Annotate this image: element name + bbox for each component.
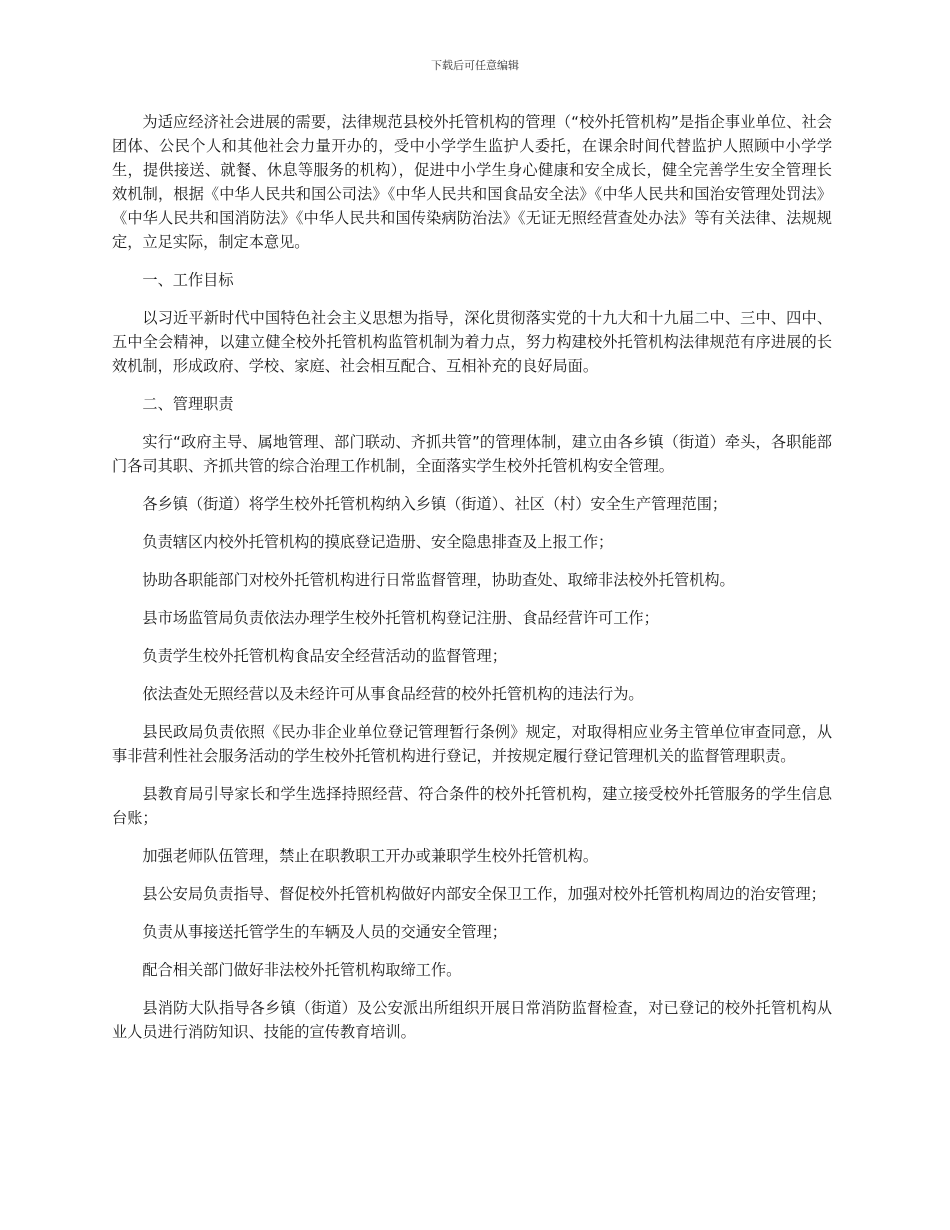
section-heading-goals: 一、工作目标 xyxy=(142,271,234,289)
section-heading-duties: 二、管理职责 xyxy=(142,395,234,413)
paragraph-civil-affairs-duty: 县民政局负责依照《民办非企业单位登记管理暂行条例》规定，对取得相应业务主管单位审查同意，从事非营利性社会服务活动的学生校外托管机构进行登记，并按规定履行登记管理机关的监督管理职责。 xyxy=(112,723,832,765)
paragraph-management-system: 实行“政府主导、属地管理、部门联动、齐抓共管”的管理体制，建立由各乡镇（街道）牵头，各职能部门各司其职、齐抓共管的综合治理工作机制，全面落实学生校外托管机构安全管理。 xyxy=(112,433,832,475)
header-note: 下载后可任意编辑 xyxy=(431,59,519,72)
paragraph-police-duty-3: 配合相关部门做好非法校外托管机构取缔工作。 xyxy=(142,961,462,979)
paragraph-town-duty-1: 各乡镇（街道）将学生校外托管机构纳入乡镇（街道）、社区（村）安全生产管理范围； xyxy=(142,495,728,513)
paragraph-town-duty-3: 协助各职能部门对校外托管机构进行日常监督管理，协助查处、取缔非法校外托管机构。 xyxy=(142,571,735,589)
paragraph-goals: 以习近平新时代中国特色社会主义思想为指导，深化贯彻落实党的十九大和十九届二中、三中、四中、五中全会精神，以建立健全校外托管机构监管机制为着力点，努力构建校外托管机构法律规范有序进展的长效机制，形成政府、学校、家庭、社会相互配合、互相补充的良好局面。 xyxy=(112,309,832,375)
paragraph-police-duty-1: 县公安局负责指导、督促校外托管机构做好内部安全保卫工作，加强对校外托管机构周边的治安管理； xyxy=(142,885,826,903)
document-body xyxy=(112,110,832,1058)
paragraph-market-duty-1: 县市场监管局负责依法办理学生校外托管机构登记注册、食品经营许可工作； xyxy=(142,609,659,627)
paragraph-town-duty-2: 负责辖区内校外托管机构的摸底登记造册、安全隐患排查及上报工作； xyxy=(142,533,614,551)
paragraph-education-duty-1: 县教育局引导家长和学生选择持照经营、符合条件的校外托管机构，建立接受校外托管服务的学生信息台账； xyxy=(112,785,832,827)
paragraph-intro: 为适应经济社会进展的需要，法律规范县校外托管机构的管理（“校外托管机构”是指企事业单位、社会团体、公民个人和其他社会力量开办的，受中小学学生监护人委托，在课余时间代替监护人照顾中小学学生，提供接送、就餐、休息等服务的机构），促进中小学生身心健康和安全成长，健全完善学生安全管理长效机制，根据《中华人民共和国公司法》《中华人民共和国食品安全法》《中华人民共和国治安管理处罚法》《中华人民共和国消防法》《中华人民共和国传染病防治法》《无证无照经营查处办法》等有关法律、法规规定，立足实际，制定本意见。 xyxy=(112,113,832,251)
paragraph-police-duty-2: 负责从事接送托管学生的车辆及人员的交通安全管理； xyxy=(142,923,507,941)
paragraph-education-duty-2: 加强老师队伍管理，禁止在职教职工开办或兼职学生校外托管机构。 xyxy=(142,847,599,865)
paragraph-market-duty-2: 负责学生校外托管机构食品安全经营活动的监督管理； xyxy=(142,647,507,665)
paragraph-market-duty-3: 依法查处无照经营以及未经许可从事食品经营的校外托管机构的违法行为。 xyxy=(142,685,644,703)
paragraph-fire-brigade-duty: 县消防大队指导各乡镇（街道）及公安派出所组织开展日常消防监督检查，对已登记的校外托管机构从业人员进行消防知识、技能的宣传教育培训。 xyxy=(112,999,832,1041)
